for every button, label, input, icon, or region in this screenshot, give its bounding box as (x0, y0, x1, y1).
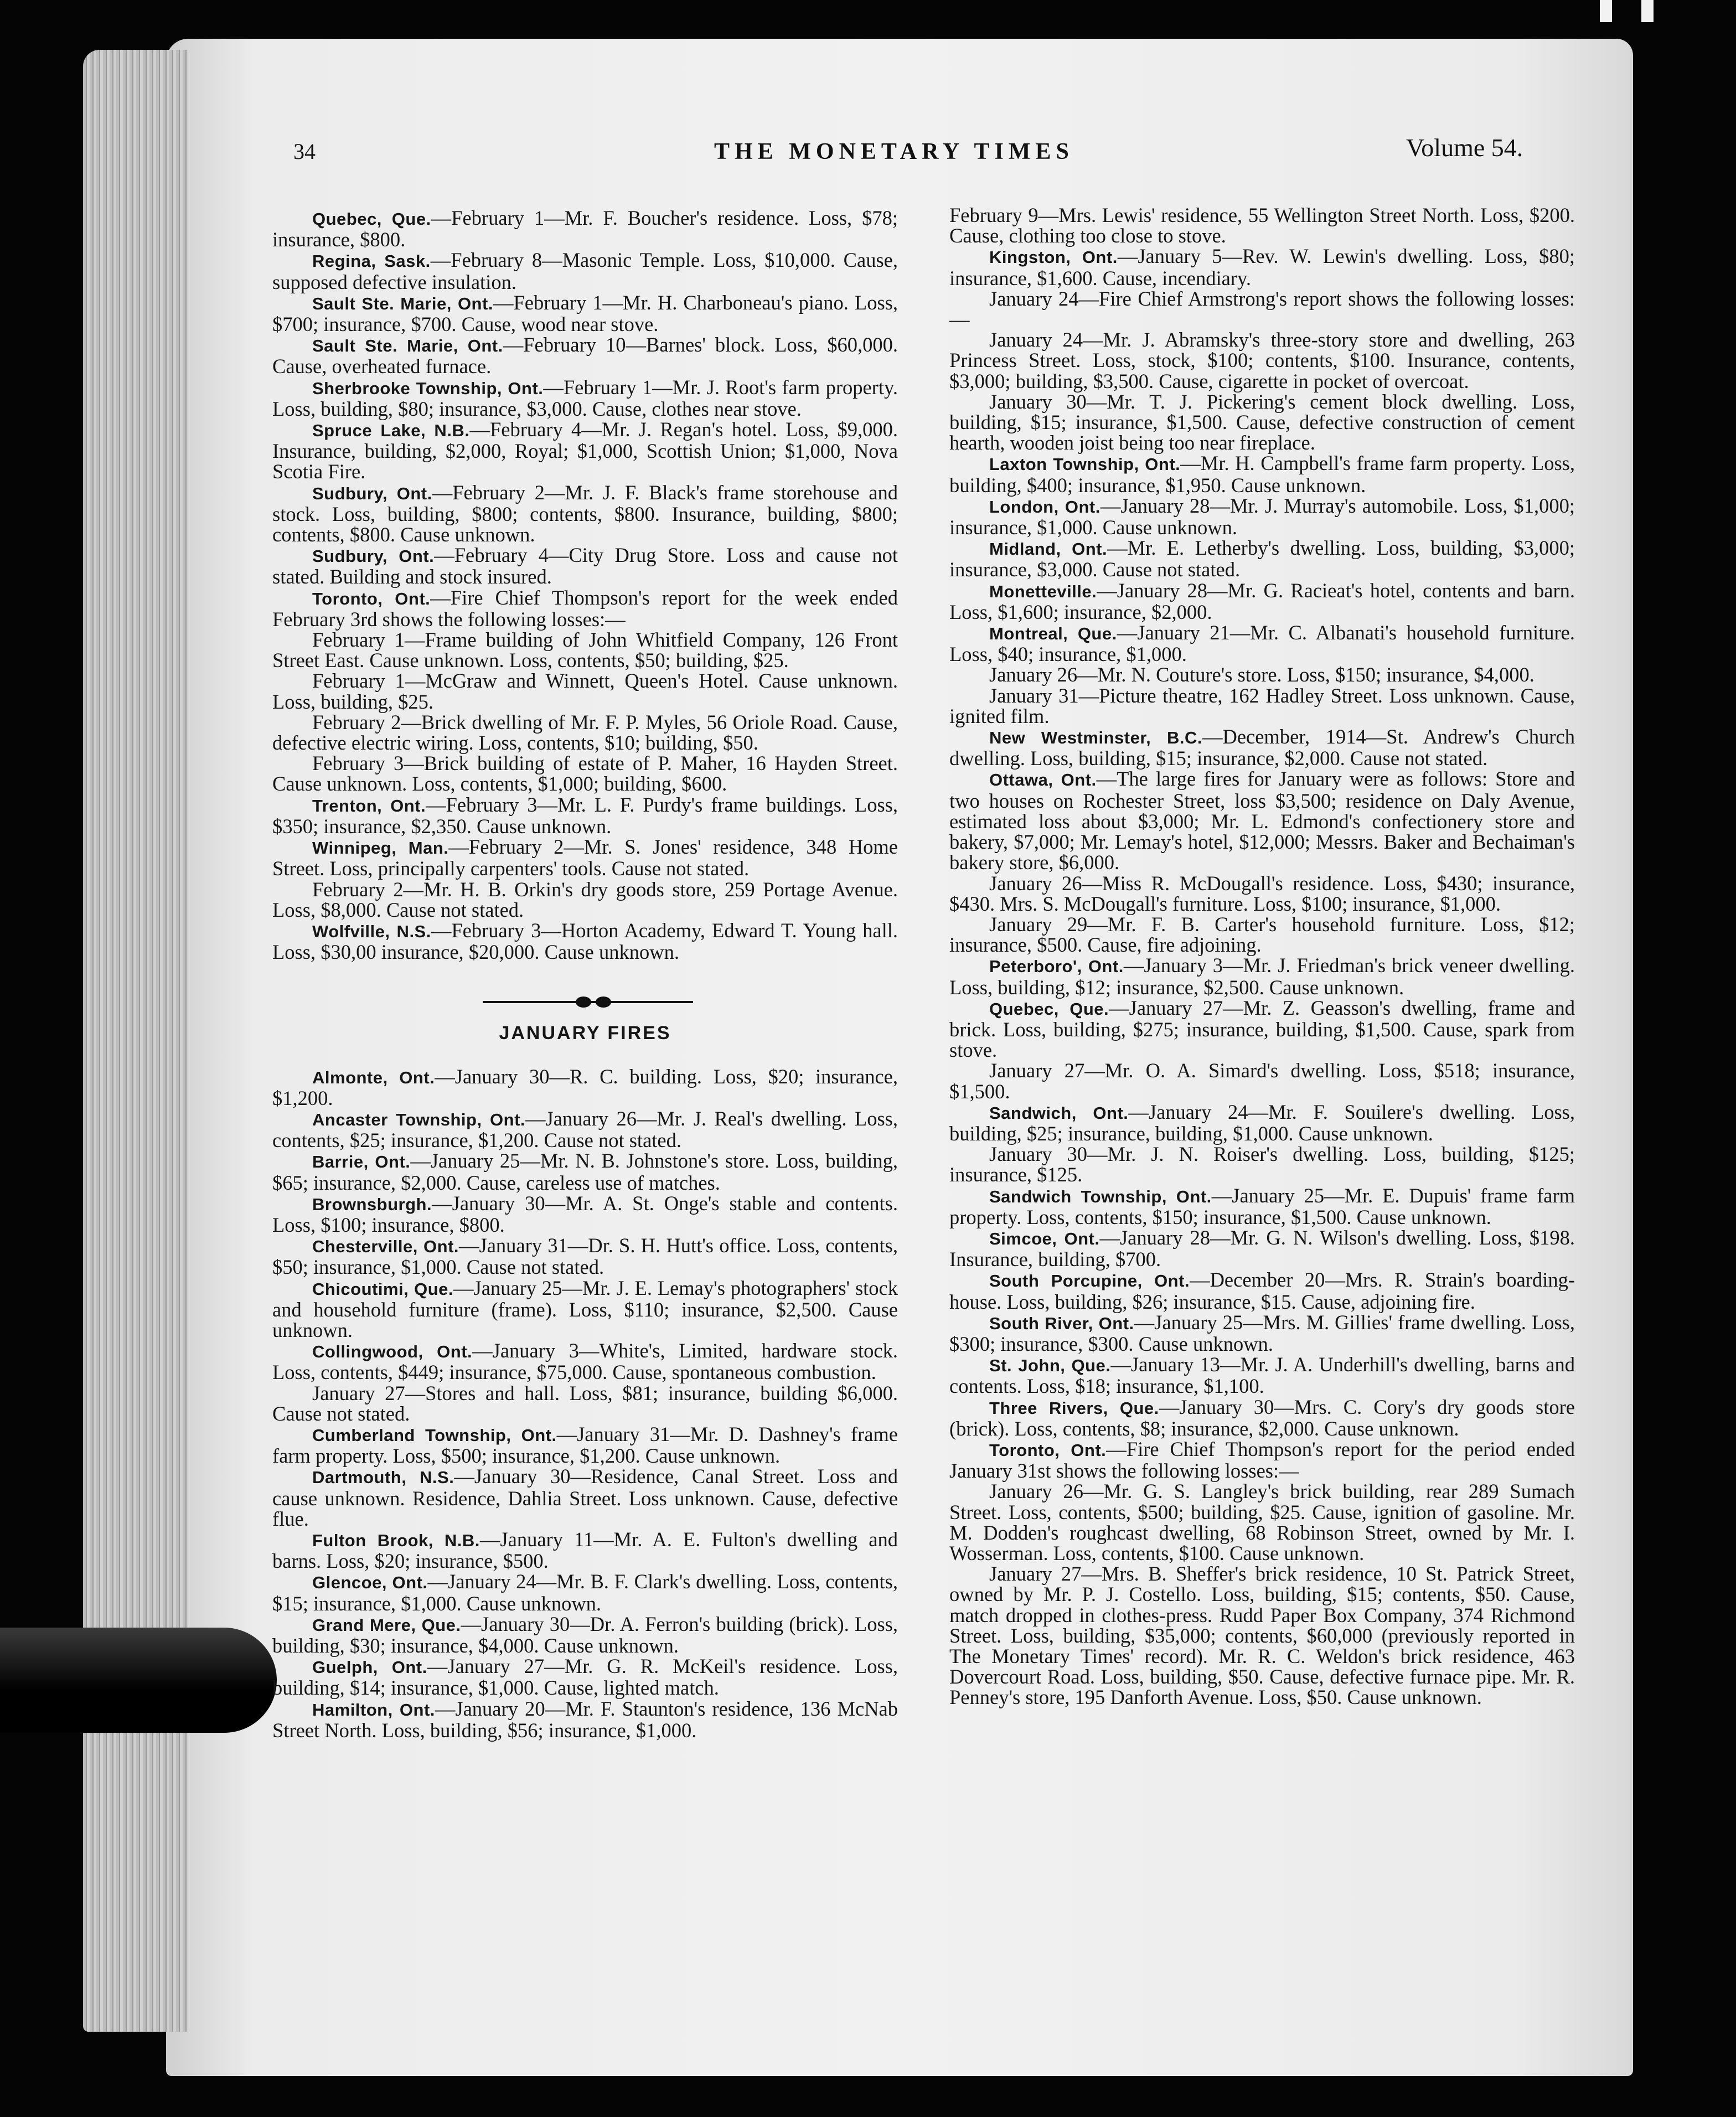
entry-text: —February 2—Mr. S. Jones' residence, 348 Home Street. Loss, principally carpenters' tools. Cause not stated. (272, 835, 898, 880)
fire-entry (949, 1481, 1575, 1563)
entry-text: —Fire Chief Thompson's report for the period ended January 31st shows the following losses:— (949, 1437, 1575, 1483)
fire-entry (272, 712, 898, 753)
entry-text: February 1—Frame building of John Whitfield Company, 126 Front Street East. Cause unknown. Loss, contents, $50; building, $25. (272, 628, 898, 672)
entry-text: —January 28—Mr. G. N. Wilson's dwelling. Loss, $198. Insurance, building, $700. (949, 1226, 1575, 1271)
entry-location: Laxton Township, Ont. (989, 455, 1181, 474)
entry-location: London, Ont. (989, 497, 1100, 517)
entry-text: —The large fires for January were as follows: Store and two houses on Rochester Street, loss $3,500; residence on Daly Avenue, estimated loss about $3,000; Mr. L. Edmond's confectionery store and bakery, $7,000; Mr. Lemay's hotel, $12,000; Messrs. Baker and Bechaiman's bakery store, $6,000. (949, 767, 1575, 874)
entry-location: Collingwood, Ont. (312, 1342, 473, 1362)
fire-entry (949, 998, 1575, 1061)
ornament-dot (596, 996, 611, 1008)
fire-entry (272, 1150, 898, 1192)
entry-location: Peterboro', Ont. (989, 957, 1124, 977)
fire-entry (272, 753, 898, 794)
entry-location: Sault Ste. Marie, Ont. (312, 336, 503, 356)
right-column (949, 205, 1575, 1708)
entry-text: —January 31—Mr. D. Dashney's frame farm property. Loss, $500; insurance, $1,200. Cause unknown. (272, 1422, 898, 1468)
entry-text: —January 24—Mr. F. Souilere's dwelling. Loss, building, $25; insurance, building, $1,000. Cause unknown. (949, 1100, 1575, 1145)
fire-entry (272, 482, 898, 545)
fire-entry (949, 495, 1575, 538)
entry-location: Kingston, Ont. (989, 247, 1118, 267)
entry-location: South River, Ont. (989, 1313, 1134, 1333)
entry-text: —January 26—Mr. J. Real's dwelling. Loss, contents, $25; insurance, $1,200. Cause not stated. (272, 1107, 898, 1152)
section-ornament (272, 981, 898, 1020)
fire-entry (272, 1235, 898, 1277)
entry-location: Sherbrooke Township, Ont. (312, 378, 544, 398)
entry-location: Sault Ste. Marie, Ont. (312, 293, 493, 313)
entry-text: —January 30—Mr. A. St. Onge's stable and contents. Loss, $100; insurance, $800. (272, 1191, 898, 1236)
entry-location: Hamilton, Ont. (312, 1700, 435, 1720)
fire-entry (949, 580, 1575, 622)
entry-location: Spruce Lake, N.B. (312, 421, 470, 441)
entry-text: —Mr. E. Letherby's dwelling. Loss, building, $3,000; insurance, $3,000. Cause not stated. (949, 536, 1575, 581)
entry-text: January 31—Picture theatre, 162 Hadley Street. Loss unknown. Cause, ignited film. (949, 684, 1575, 727)
entry-location: Montreal, Que. (989, 624, 1117, 644)
entry-location: Wolfville, N.S. (312, 921, 431, 941)
entry-location: Grand Mere, Que. (312, 1615, 461, 1635)
entry-text: —February 1—Mr. H. Charboneau's piano. Loss, $700; insurance, $700. Cause, wood near stove. (272, 291, 898, 336)
fire-entry (949, 538, 1575, 580)
entry-text: —January 21—Mr. C. Albanati's household furniture. Loss, $40; insurance, $1,000. (949, 621, 1575, 666)
entry-text: January 27—Stores and hall. Loss, $81; insurance, building $6,000. Cause not stated. (272, 1381, 898, 1425)
fire-entry (949, 1397, 1575, 1439)
entry-text: January 26—Mr. N. Couture's store. Loss, $150; insurance, $4,000. (989, 663, 1534, 686)
fire-entry (949, 622, 1575, 664)
fire-entry (949, 664, 1575, 685)
entry-text: —January 28—Mr. G. Racieat's hotel, contents and barn. Loss, $1,600; insurance, $2,000. (949, 579, 1575, 623)
entry-location: Quebec, Que. (312, 209, 431, 229)
entry-location: Midland, Ont. (989, 539, 1108, 559)
fire-entry (272, 292, 898, 334)
entry-text: February 2—Mr. H. B. Orkin's dry goods store, 259 Portage Avenue. Loss, $8,000. Cause not stated. (272, 877, 898, 921)
entry-text: —January 24—Mr. B. F. Clark's dwelling. Loss, contents, $15; insurance, $1,000. Cause unknown. (272, 1570, 898, 1615)
entry-text: —December 20—Mrs. R. Strain's boarding-house. Loss, building, $26; insurance, $15. Cause, adjoining fire. (949, 1268, 1575, 1313)
left-column (272, 208, 898, 1741)
entry-location: Ottawa, Ont. (989, 770, 1097, 790)
entry-text: —January 3—Mr. J. Friedman's brick veneer dwelling. Loss, building, $12; insurance, $2,500. Cause unknown. (949, 954, 1575, 999)
thumb-shadow (0, 1628, 277, 1733)
entry-text: —February 10—Barnes' block. Loss, $60,000. Cause, overheated furnace. (272, 333, 898, 378)
fire-entry (949, 1102, 1575, 1144)
entry-location: Sudbury, Ont. (312, 483, 432, 503)
entry-location: Simcoe, Ont. (989, 1228, 1100, 1248)
entry-text: —January 20—Mr. F. Staunton's residence, 136 McNab Street North. Loss, building, $56; insurance, $1,000. (272, 1697, 898, 1742)
fire-entry (272, 1466, 898, 1529)
entry-location: Chesterville, Ont. (312, 1237, 459, 1257)
entry-location: Barrie, Ont. (312, 1152, 411, 1172)
fire-entry (949, 329, 1575, 391)
entry-text: —February 4—Mr. J. Regan's hotel. Loss, $9,000. Insurance, building, $2,000, Royal; $1,000, Scottish Union; $1,000, Nova Scotia Fire. (272, 418, 898, 483)
entry-location: Cumberland Township, Ont. (312, 1425, 557, 1445)
fire-entry (272, 1529, 898, 1571)
entry-location: Guelph, Ont. (312, 1658, 427, 1677)
fire-entry (272, 1614, 898, 1656)
fire-entry (949, 873, 1575, 914)
volume-label: Volume 54. (1406, 133, 1523, 162)
entry-text: January 27—Mrs. B. Sheffer's brick residence, 10 St. Patrick Street, owned by Mr. P. J. Costello. Loss, building, $15; contents, $50. Cause, match dropped in clothes-press. Rudd Paper Box Company, 374 Richmond Street. Loss, building, $35,000; contents, $60,000 (previously reported in The Monetary Times' record). Mr. R. C. Weldon's brick residence, 463 Dovercourt Road. Loss, building, $50. Cause, defective furnace pipe. Mr. R. Penney's store, 195 Danforth Avenue. Loss, $50. Cause unknown. (949, 1562, 1575, 1709)
entry-text: January 24—Fire Chief Armstrong's report shows the following losses:— (949, 287, 1575, 331)
february-fires-list (272, 208, 898, 962)
entry-text: —February 1—Mr. F. Boucher's residence. Loss, $78; insurance, $800. (272, 206, 898, 251)
entry-text: —January 3—White's, Limited, hardware stock. Loss, contents, $449; insurance, $75,000. Cause, spontaneous combustion. (272, 1339, 898, 1384)
entry-text: February 3—Brick building of estate of P. Maher, 16 Hayden Street. Cause unknown. Loss, contents, $1,000; building, $600. (272, 752, 898, 796)
fire-entry (949, 955, 1575, 997)
fire-entry (272, 1278, 898, 1341)
fire-entry (272, 587, 898, 629)
fire-entry (949, 1563, 1575, 1707)
fire-entry (949, 246, 1575, 288)
entry-text: —December, 1914—St. Andrew's Church dwelling. Loss, building, $15; insurance, $2,000. Cause not stated. (949, 725, 1575, 770)
entry-location: St. John, Que. (989, 1356, 1111, 1376)
running-title: THE MONETARY TIMES (714, 139, 1074, 164)
fire-entry (949, 1060, 1575, 1101)
entry-text: —Mr. H. Campbell's frame farm property. Loss, building, $400; insurance, $1,950. Cause unknown. (949, 452, 1575, 497)
ornament-dot (576, 996, 591, 1008)
fire-entry (949, 1354, 1575, 1396)
entry-text: —January 31—Dr. S. H. Hutt's office. Loss, contents, $50; insurance, $1,000. Cause not stated. (272, 1234, 898, 1279)
entry-text: February 2—Brick dwelling of Mr. F. P. Myles, 56 Oriole Road. Cause, defective electric wiring. Loss, contents, $10; building, $50. (272, 710, 898, 755)
fire-entry (272, 1108, 898, 1150)
fire-entry (949, 205, 1575, 246)
page-number: 34 (293, 139, 316, 164)
entry-text: January 24—Mr. J. Abramsky's three-story store and dwelling, 263 Princess Street. Loss, stock, $100; contents, $100. Insurance, contents, $3,000; building, $3,500. Cause, cigarette in pocket of overcoat. (949, 328, 1575, 393)
entry-location: Sudbury, Ont. (312, 546, 435, 566)
entry-location: Dartmouth, N.S. (312, 1468, 454, 1488)
registration-mark-left (1600, 0, 1612, 22)
entry-location: Sandwich Township, Ont. (989, 1186, 1212, 1206)
entry-text: —January 11—Mr. A. E. Fulton's dwelling and barns. Loss, $20; insurance, $500. (272, 1527, 898, 1573)
entry-location: Fulton Brook, N.B. (312, 1530, 480, 1550)
fire-entry (949, 1144, 1575, 1185)
entry-text: —February 8—Masonic Temple. Loss, $10,000. Cause, supposed defective insulation. (272, 249, 898, 293)
fire-entry (272, 1383, 898, 1424)
entry-location: Quebec, Que. (989, 999, 1109, 1019)
fire-entry (272, 1066, 898, 1108)
entry-text: —January 25—Mr. J. E. Lemay's photographers' stock and household furniture (frame). Loss, $110; insurance, $2,500. Cause unknown. (272, 1276, 898, 1341)
entry-text: —February 3—Mr. L. F. Purdy's frame buildings. Loss, $350; insurance, $2,350. Cause unknown. (272, 793, 898, 838)
entry-text: —Fire Chief Thompson's report for the week ended February 3rd shows the following losses:— (272, 586, 898, 631)
section-heading: JANUARY FIRES (499, 1023, 671, 1044)
page-edges (83, 50, 188, 2032)
fire-entry (272, 794, 898, 837)
fire-entry (272, 419, 898, 482)
fire-entry (272, 250, 898, 292)
fire-entry (272, 1656, 898, 1698)
fire-entry (272, 334, 898, 376)
entry-text: —January 25—Mr. E. Dupuis' frame farm property. Loss, contents, $150; insurance, $1,500. Cause unknown. (949, 1184, 1575, 1228)
entry-location: Toronto, Ont. (989, 1440, 1107, 1460)
entry-text: January 29—Mr. F. B. Carter's household furniture. Loss, $12; insurance, $500. Cause, fire adjoining. (949, 912, 1575, 957)
entry-location: Chicoutimi, Que. (312, 1279, 453, 1299)
fire-entry (949, 1185, 1575, 1227)
fire-entry (272, 545, 898, 587)
entry-location: Three Rivers, Que. (989, 1398, 1159, 1418)
entry-location: Brownsburgh. (312, 1194, 432, 1214)
entry-text: —February 1—Mr. J. Root's farm property. Loss, building, $80; insurance, $3,000. Cause, clothes near stove. (272, 375, 898, 420)
fire-entry (949, 453, 1575, 495)
fire-entry (949, 391, 1575, 453)
fire-entry (272, 629, 898, 670)
fire-entry (272, 1698, 898, 1741)
entry-location: Glencoe, Ont. (312, 1573, 428, 1593)
entry-text: January 26—Miss R. McDougall's residence. Loss, $430; insurance, $430. Mrs. S. McDougall's furniture. Loss, $100; insurance, $1,000. (949, 871, 1575, 915)
entry-location: Toronto, Ont. (312, 588, 431, 608)
entry-text: —January 28—Mr. J. Murray's automobile. Loss, $1,000; insurance, $1,000. Cause unknown. (949, 494, 1575, 539)
entry-location: Monetteville. (989, 581, 1097, 601)
entry-location: New Westminster, B.C. (989, 728, 1202, 748)
entry-text: —January 5—Rev. W. Lewin's dwelling. Loss, $80; insurance, $1,600. Cause, incendiary. (949, 245, 1575, 290)
entry-text: —January 30—Residence, Canal Street. Loss and cause unknown. Residence, Dahlia Street. Loss unknown. Cause, defective flue. (272, 1465, 898, 1530)
fire-entry (272, 1340, 898, 1382)
entry-text: —January 13—Mr. J. A. Underhill's dwelling, barns and contents. Loss, $18; insurance, $1,100. (949, 1353, 1575, 1398)
january-fires-list (272, 1066, 898, 1741)
entry-location: South Porcupine, Ont. (989, 1271, 1190, 1291)
fire-entry (272, 377, 898, 419)
fire-entry (272, 208, 898, 250)
entry-text: January 26—Mr. G. S. Langley's brick building, rear 289 Sumach Street. Loss, contents, $500; building, $25. Cause, ignition of gasoline. Mr. M. Dodden's roughcast dwelling, 68 Robinson Street, owned by Mr. I. Wosserman. Loss, contents, $100. Cause unknown. (949, 1480, 1575, 1564)
entry-text: —February 4—City Drug Store. Loss and cause not stated. Building and stock insured. (272, 544, 898, 588)
entry-text: —January 30—Dr. A. Ferron's building (brick). Loss, building, $30; insurance, $4,000. Cause unknown. (272, 1612, 898, 1657)
fire-entry (949, 726, 1575, 768)
entry-location: Winnipeg, Man. (312, 838, 449, 858)
entry-text: —February 3—Horton Academy, Edward T. Young hall. Loss, $30,00 insurance, $20,000. Cause unknown. (272, 918, 898, 964)
registration-mark-right (1641, 0, 1654, 22)
entry-location: Regina, Sask. (312, 251, 431, 271)
fire-entry (949, 1227, 1575, 1269)
entry-text: January 30—Mr. J. N. Roiser's dwelling. Loss, building, $125; insurance, $125. (949, 1143, 1575, 1186)
entry-text: February 1—McGraw and Winnett, Queen's Hotel. Cause unknown. Loss, building, $25. (272, 669, 898, 713)
fire-entry (949, 1269, 1575, 1311)
entry-text: —January 30—Mrs. C. Cory's dry goods store (brick). Loss, contents, $8; insurance, $2,000. Cause unknown. (949, 1395, 1575, 1440)
fire-entry (272, 1571, 898, 1613)
entry-text: —January 25—Mr. N. B. Johnstone's store. Loss, building, $65; insurance, $2,000. Cause, careless use of matches. (272, 1149, 898, 1194)
entry-text: —January 30—R. C. building. Loss, $20; insurance, $1,200. (272, 1065, 898, 1109)
entry-text: January 27—Mr. O. A. Simard's dwelling. Loss, $518; insurance, $1,500. (949, 1059, 1575, 1103)
fire-entry (949, 1439, 1575, 1481)
fire-entry (272, 879, 898, 920)
entry-location: Sandwich, Ont. (989, 1103, 1129, 1123)
entry-location: Ancaster Township, Ont. (312, 1109, 526, 1129)
fire-entry (949, 768, 1575, 872)
entry-text: —January 27—Mr. Z. Geasson's dwelling, frame and brick. Loss, building, $275; insurance, building, $1,500. Cause, spark from stove. (949, 996, 1575, 1062)
entry-text: February 9—Mrs. Lewis' residence, 55 Wellington Street North. Loss, $200. Cause, clothing too close to stove. (949, 204, 1575, 247)
fire-entry (949, 288, 1575, 329)
entry-location: Trenton, Ont. (312, 796, 426, 815)
fire-entry (949, 685, 1575, 726)
fire-entry (949, 914, 1575, 955)
fire-entry (949, 1312, 1575, 1354)
entry-text: —February 2—Mr. J. F. Black's frame storehouse and stock. Loss, building, $800; contents, $800. Insurance, building, $800; contents, $800. Cause unknown. (272, 481, 898, 546)
fire-entry (272, 837, 898, 879)
entry-text: —January 25—Mrs. M. Gillies' frame dwelling. Loss, $300; insurance, $300. Cause unknown. (949, 1310, 1575, 1355)
fire-entry (272, 920, 898, 962)
entry-text: —January 27—Mr. G. R. McKeil's residence. Loss, building, $14; insurance, $1,000. Cause, lighted match. (272, 1655, 898, 1700)
fire-entry (272, 1424, 898, 1466)
entry-text: January 30—Mr. T. J. Pickering's cement block dwelling. Loss, building, $15; insurance, $1,500. Cause, defective construction of cement hearth, wooden joist being too near fireplace. (949, 390, 1575, 455)
fire-entry (272, 670, 898, 711)
fire-entry (272, 1193, 898, 1235)
entry-location: Almonte, Ont. (312, 1067, 435, 1087)
